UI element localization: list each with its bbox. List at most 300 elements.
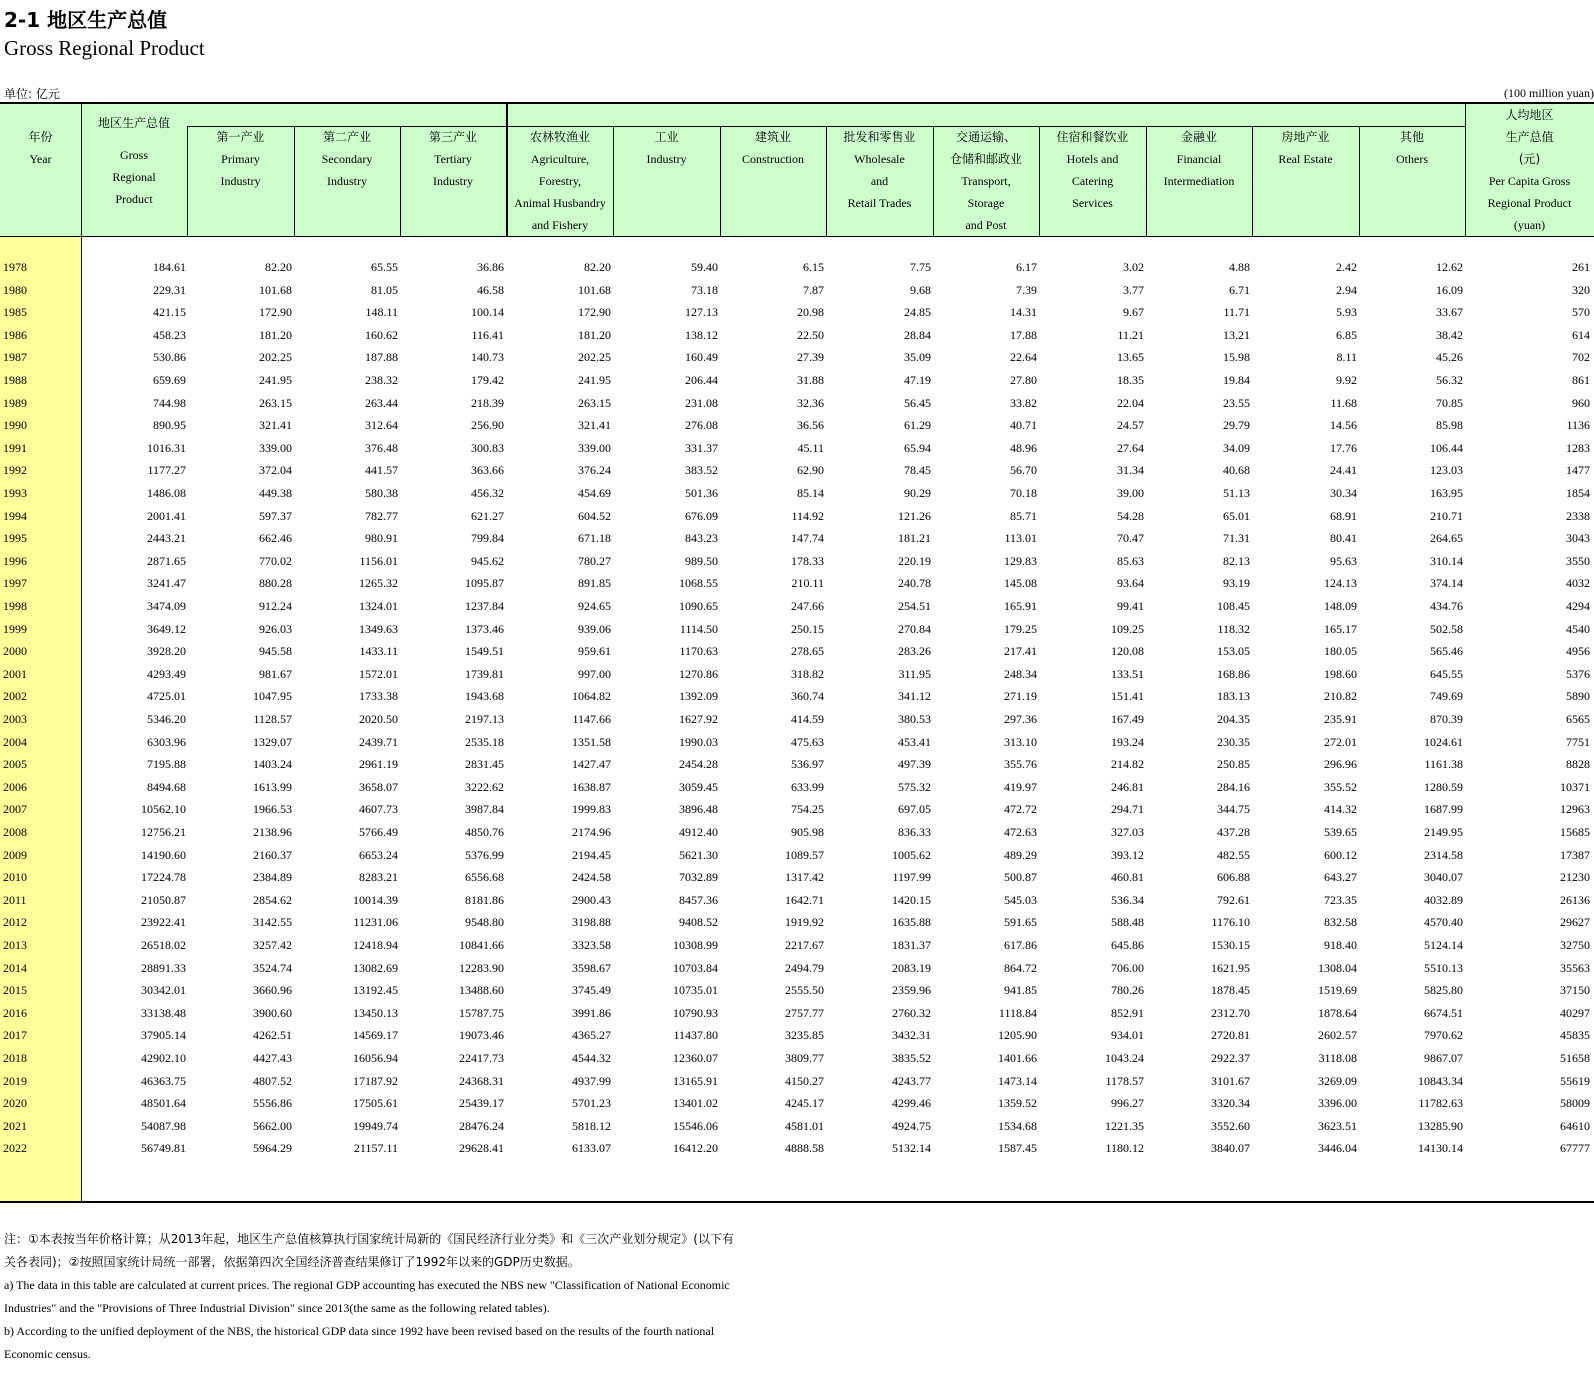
table-cell: 24.57 — [1117, 418, 1144, 432]
table-cell: 3658.07 — [359, 780, 398, 794]
table-cell: 21157.11 — [353, 1141, 398, 1155]
table-cell: 1095.87 — [465, 576, 504, 590]
table-cell: 15546.06 — [673, 1119, 718, 1133]
table-cell: 1324.01 — [359, 599, 398, 613]
table-cell: 2760.32 — [892, 1006, 931, 1020]
table-cell: 36.56 — [797, 418, 824, 432]
table-cell: 65.55 — [371, 260, 398, 274]
table-cell: 1221.35 — [1105, 1119, 1144, 1133]
table-cell: 10014.39 — [353, 893, 398, 907]
table-cell: 85.71 — [1010, 509, 1037, 523]
table-cell: 48.96 — [1010, 441, 1037, 455]
table-cell: 124.13 — [1324, 576, 1357, 590]
table-cell: 1349.63 — [359, 622, 398, 636]
header-finance-cn: 金融业 — [1180, 130, 1217, 144]
table-cell: 8.11 — [1336, 350, 1357, 364]
table-cell: 313.10 — [1004, 735, 1037, 749]
table-cell: 1180.12 — [1105, 1141, 1144, 1155]
table-cell: 2443.21 — [147, 531, 186, 545]
table-cell: 51.13 — [1223, 486, 1250, 500]
table-cell: 4293.49 — [147, 667, 186, 681]
table-cell: 15685 — [1560, 825, 1590, 839]
table-cell: 58009 — [1560, 1096, 1590, 1110]
table-cell: 449.38 — [259, 486, 292, 500]
header-grp — [81, 104, 187, 236]
table-cell: 283.26 — [898, 644, 931, 658]
header-hotels — [1039, 126, 1146, 236]
table-cell: 2083.19 — [892, 961, 931, 975]
header-others — [1359, 126, 1465, 236]
table-cell: 9548.80 — [465, 915, 504, 929]
header-agri-en2: Forestry, — [538, 174, 582, 188]
table-cell: 12756.21 — [141, 825, 186, 839]
table-cell: 14569.17 — [353, 1028, 398, 1042]
table-cell: 23922.41 — [141, 915, 186, 929]
table-cell: 959.61 — [578, 644, 611, 658]
header-percapita-cn2: 生产总值 — [1505, 130, 1554, 144]
table-cell: 380.53 — [898, 712, 931, 726]
table-cell: 5964.29 — [253, 1141, 292, 1155]
row-year: 2021 — [3, 1119, 27, 1133]
unit-label-cn: 单位: 亿元 — [4, 87, 60, 101]
table-cell: 2194.45 — [572, 848, 611, 862]
row-year: 1978 — [3, 260, 27, 274]
table-cell: 36.86 — [477, 260, 504, 274]
table-cell: 6.15 — [803, 260, 824, 274]
table-cell: 13488.60 — [459, 983, 504, 997]
table-cell: 3241.47 — [147, 576, 186, 590]
row-year: 1987 — [3, 350, 27, 364]
table-cell: 890.95 — [153, 418, 186, 432]
table-cell: 702 — [1572, 350, 1590, 364]
table-cell: 321.41 — [578, 418, 611, 432]
table-cell: 256.90 — [471, 418, 504, 432]
table-cell: 4540 — [1566, 622, 1590, 636]
table-cell: 114.92 — [791, 509, 824, 523]
table-cell: 645.86 — [1111, 938, 1144, 952]
table-cell: 614 — [1572, 328, 1590, 342]
table-cell: 489.29 — [1004, 848, 1037, 862]
table-cell: 414.59 — [791, 712, 824, 726]
row-year: 1992 — [3, 463, 27, 477]
table-cell: 70.85 — [1436, 396, 1463, 410]
header-hotels-cn: 住宿和餐饮业 — [1056, 130, 1129, 144]
table-cell: 2494.79 — [785, 961, 824, 975]
table-cell: 47.19 — [904, 373, 931, 387]
row-year: 1991 — [3, 441, 27, 455]
table-cell: 71.31 — [1223, 531, 1250, 545]
table-cell: 3900.60 — [253, 1006, 292, 1020]
grp-divider — [187, 126, 188, 236]
header-agri-en1: Agriculture, — [530, 152, 590, 166]
header-realestate-cn: 房地产业 — [1281, 130, 1330, 144]
table-cell: 1016.31 — [147, 441, 186, 455]
table-cell: 5346.20 — [147, 712, 186, 726]
table-cell: 10371 — [1560, 780, 1590, 794]
header-tertiary-cn: 第三产业 — [428, 130, 477, 144]
notes — [4, 1228, 824, 1366]
table-cell: 26136 — [1560, 893, 1590, 907]
table-cell: 926.03 — [259, 622, 292, 636]
header-percapita-en1: Per Capita Gross — [1488, 174, 1571, 188]
table-cell: 941.85 — [1004, 983, 1037, 997]
table-cell: 13192.45 — [353, 983, 398, 997]
header-percapita — [1465, 104, 1594, 236]
table-cell: 9.68 — [910, 283, 931, 297]
header-percapita-cn1: 人均地区 — [1505, 108, 1554, 122]
year-divider — [81, 104, 82, 1201]
table-cell: 23.55 — [1223, 396, 1250, 410]
table-cell: 502.58 — [1430, 622, 1463, 636]
table-cell: 5766.49 — [359, 825, 398, 839]
table-cell: 1147.66 — [572, 712, 611, 726]
row-year: 2003 — [3, 712, 27, 726]
table-cell: 15787.75 — [459, 1006, 504, 1020]
table-cell: 248.34 — [1004, 667, 1037, 681]
table-cell: 2.94 — [1336, 283, 1357, 297]
table-cell: 5662.00 — [253, 1119, 292, 1133]
table-cell: 3991.86 — [572, 1006, 611, 1020]
table-cell: 2439.71 — [359, 735, 398, 749]
table-cell: 10703.84 — [673, 961, 718, 975]
table-cell: 4294 — [1566, 599, 1590, 613]
table-cell: 210.11 — [791, 576, 824, 590]
table-cell: 35.09 — [904, 350, 931, 364]
row-year: 1989 — [3, 396, 27, 410]
table-cell: 4243.77 — [892, 1074, 931, 1088]
table-cell: 12.62 — [1436, 260, 1463, 274]
table-cell: 70.47 — [1117, 531, 1144, 545]
table-cell: 17387 — [1560, 848, 1590, 862]
table-cell: 621.27 — [471, 509, 504, 523]
table-cell: 123.03 — [1430, 463, 1463, 477]
table-cell: 8494.68 — [147, 780, 186, 794]
header-tertiary — [400, 126, 506, 236]
header-secondary-en1: Secondary — [321, 152, 373, 166]
table-cell: 6.71 — [1229, 283, 1250, 297]
table-cell: 163.95 — [1430, 486, 1463, 500]
table-cell: 1170.63 — [679, 644, 718, 658]
table-cell: 6653.24 — [359, 848, 398, 862]
row-year: 1996 — [3, 554, 27, 568]
table-cell: 12418.94 — [353, 938, 398, 952]
table-cell: 8828 — [1566, 757, 1590, 771]
table-cell: 580.38 — [365, 486, 398, 500]
table-cell: 147.74 — [791, 531, 824, 545]
table-cell: 6.85 — [1336, 328, 1357, 342]
table-cell: 997.00 — [578, 667, 611, 681]
table-cell: 48501.64 — [141, 1096, 186, 1110]
table-cell: 28476.24 — [459, 1119, 504, 1133]
table-cell: 1359.52 — [998, 1096, 1037, 1110]
table-cell: 27.80 — [1010, 373, 1037, 387]
table-cell: 62.90 — [797, 463, 824, 477]
section-divider — [506, 104, 508, 236]
table-cell: 65.01 — [1223, 509, 1250, 523]
table-cell: 600.12 — [1324, 848, 1357, 862]
table-cell: 1118.84 — [998, 1006, 1037, 1020]
note-cn-line1: 注：①本表按当年价格计算；从2013年起，地区生产总值核算执行国家统计局新的《国民经济行业分类》和《三次产业划分规定》(以下有 — [4, 1232, 734, 1246]
header-hotels-en3: Services — [1072, 196, 1113, 210]
table-cell: 6133.07 — [572, 1141, 611, 1155]
row-year: 1998 — [3, 599, 27, 613]
table-cell: 2217.67 — [785, 938, 824, 952]
table-cell: 85.14 — [797, 486, 824, 500]
table-cell: 172.90 — [259, 305, 292, 319]
table-top-rule — [0, 102, 1594, 104]
row-year: 2012 — [3, 915, 27, 929]
header-transport-en1: Transport, — [961, 174, 1011, 188]
table-cell: 5825.80 — [1424, 983, 1463, 997]
table-cell: 3320.34 — [1211, 1096, 1250, 1110]
table-cell: 1642.71 — [785, 893, 824, 907]
table-cell: 905.98 — [791, 825, 824, 839]
table-cell: 1176.10 — [1211, 915, 1250, 929]
table-cell: 4912.40 — [679, 825, 718, 839]
table-cell: 2312.70 — [1211, 1006, 1250, 1020]
table-cell: 792.61 — [1217, 893, 1250, 907]
table-cell: 472.63 — [1004, 825, 1037, 839]
table-cell: 861 — [1572, 373, 1590, 387]
table-cell: 220.19 — [898, 554, 931, 568]
table-cell: 2314.58 — [1424, 848, 1463, 862]
table-cell: 383.52 — [685, 463, 718, 477]
table-cell: 482.55 — [1217, 848, 1250, 862]
table-cell: 1265.32 — [359, 576, 398, 590]
row-year: 2020 — [3, 1096, 27, 1110]
table-cell: 95.63 — [1330, 554, 1357, 568]
header-primary-cn: 第一产业 — [216, 130, 265, 144]
table-cell: 13401.02 — [673, 1096, 718, 1110]
table-cell: 28.84 — [904, 328, 931, 342]
table-cell: 4544.32 — [572, 1051, 611, 1065]
header-construction — [720, 126, 826, 236]
table-cell: 1572.01 — [359, 667, 398, 681]
table-cell: 310.14 — [1430, 554, 1463, 568]
table-cell: 129.83 — [1004, 554, 1037, 568]
table-cell: 2831.45 — [465, 757, 504, 771]
table-cell: 3840.07 — [1211, 1141, 1250, 1155]
row-year: 2001 — [3, 667, 27, 681]
table-cell: 7.75 — [910, 260, 931, 274]
table-cell: 34.09 — [1223, 441, 1250, 455]
header-others-cn: 其他 — [1399, 130, 1424, 144]
table-cell: 3835.52 — [892, 1051, 931, 1065]
table-cell: 93.64 — [1117, 576, 1144, 590]
header-others-en1: Others — [1396, 152, 1428, 166]
note-cn-line2: 关各表同)；②按照国家统计局统一部署，依据第四次全国经济普查结果修订了1992年以来的GDP历史数据。 — [4, 1255, 580, 1269]
table-cell: 180.05 — [1324, 644, 1357, 658]
table-cell: 33.67 — [1436, 305, 1463, 319]
header-green-band — [187, 104, 1594, 126]
table-cell: 8181.86 — [465, 893, 504, 907]
table-cell: 32.36 — [797, 396, 824, 410]
table-cell: 264.65 — [1430, 531, 1463, 545]
table-cell: 780.26 — [1111, 983, 1144, 997]
table-cell: 1433.11 — [359, 644, 398, 658]
table-cell: 565.46 — [1430, 644, 1463, 658]
table-cell: 5621.30 — [679, 848, 718, 862]
table-cell: 1392.09 — [679, 689, 718, 703]
table-cell: 2197.13 — [465, 712, 504, 726]
table-cell: 278.65 — [791, 644, 824, 658]
header-agri — [507, 126, 613, 236]
table-cell: 45.11 — [797, 441, 824, 455]
table-cell: 1486.08 — [147, 486, 186, 500]
table-cell: 19949.74 — [353, 1119, 398, 1133]
table-cell: 22.04 — [1117, 396, 1144, 410]
page-title-cn: 2-1 地区生产总值 — [4, 8, 168, 32]
table-cell: 198.60 — [1324, 667, 1357, 681]
table-cell: 11437.80 — [673, 1028, 718, 1042]
table-cell: 355.76 — [1004, 757, 1037, 771]
table-cell: 1270.86 — [679, 667, 718, 681]
table-cell: 210.71 — [1430, 509, 1463, 523]
table-cell: 17.88 — [1010, 328, 1037, 342]
header-secondary — [294, 126, 400, 236]
table-cell: 4807.52 — [253, 1074, 292, 1088]
table-cell: 3101.67 — [1211, 1074, 1250, 1088]
table-cell: 127.13 — [685, 305, 718, 319]
table-cell: 8283.21 — [359, 870, 398, 884]
header-tertiary-en2: Industry — [433, 174, 473, 188]
table-cell: 3059.45 — [679, 780, 718, 794]
table-cell: 945.58 — [259, 644, 292, 658]
table-cell: 376.24 — [578, 463, 611, 477]
table-cell: 17.76 — [1330, 441, 1357, 455]
table-cell: 6.17 — [1016, 260, 1037, 274]
table-cell: 217.41 — [1004, 644, 1037, 658]
table-cell: 4032 — [1566, 576, 1590, 590]
row-year: 1993 — [3, 486, 27, 500]
col-divider — [1146, 126, 1147, 236]
table-cell: 1329.07 — [253, 735, 292, 749]
table-cell: 536.34 — [1111, 893, 1144, 907]
header-hotels-en1: Hotels and — [1066, 152, 1119, 166]
table-cell: 29627 — [1560, 915, 1590, 929]
table-cell: 22.50 — [797, 328, 824, 342]
table-cell: 1161.38 — [1424, 757, 1463, 771]
row-year: 2008 — [3, 825, 27, 839]
table-cell: 2020.50 — [359, 712, 398, 726]
table-cell: 10562.10 — [141, 802, 186, 816]
table-cell: 1114.50 — [679, 622, 718, 636]
table-cell: 261 — [1572, 260, 1590, 274]
table-cell: 9867.07 — [1424, 1051, 1463, 1065]
table-cell: 218.39 — [471, 396, 504, 410]
table-cell: 1613.99 — [253, 780, 292, 794]
table-cell: 11.71 — [1223, 305, 1250, 319]
table-cell: 11.68 — [1330, 396, 1357, 410]
row-year: 2014 — [3, 961, 27, 975]
table-cell: 31.34 — [1117, 463, 1144, 477]
table-cell: 3550 — [1566, 554, 1590, 568]
table-cell: 93.19 — [1223, 576, 1250, 590]
table-cell: 33.82 — [1010, 396, 1037, 410]
table-cell: 42902.10 — [141, 1051, 186, 1065]
table-cell: 5124.14 — [1424, 938, 1463, 952]
header-bottom-rule — [0, 236, 1594, 237]
header-grp-cn: 地区生产总值 — [97, 116, 170, 130]
table-cell: 13.65 — [1117, 350, 1144, 364]
header-year-en: Year — [29, 152, 52, 166]
table-cell: 1024.61 — [1424, 735, 1463, 749]
table-cell: 14.31 — [1010, 305, 1037, 319]
table-cell: 3235.85 — [785, 1028, 824, 1042]
table-cell: 10308.99 — [673, 938, 718, 952]
table-cell: 588.48 — [1111, 915, 1144, 929]
table-cell: 1128.57 — [253, 712, 292, 726]
table-cell: 138.12 — [685, 328, 718, 342]
table-cell: 184.61 — [153, 260, 186, 274]
table-cell: 160.49 — [685, 350, 718, 364]
table-cell: 2138.96 — [253, 825, 292, 839]
table-cell: 181.21 — [898, 531, 931, 545]
table-cell: 16056.94 — [353, 1051, 398, 1065]
table-cell: 4725.01 — [147, 689, 186, 703]
table-cell: 64610 — [1560, 1119, 1590, 1133]
table-cell: 1280.59 — [1424, 780, 1463, 794]
table-cell: 1403.24 — [253, 757, 292, 771]
header-finance — [1146, 126, 1252, 236]
table-cell: 26518.02 — [141, 938, 186, 952]
row-year: 1988 — [3, 373, 27, 387]
row-year: 2019 — [3, 1074, 27, 1088]
table-cell: 2384.89 — [253, 870, 292, 884]
table-cell: 1733.38 — [359, 689, 398, 703]
table-cell: 56749.81 — [141, 1141, 186, 1155]
table-cell: 312.64 — [365, 418, 398, 432]
table-cell: 181.20 — [259, 328, 292, 342]
table-cell: 31.88 — [797, 373, 824, 387]
table-cell: 1831.37 — [892, 938, 931, 952]
table-cell: 59.40 — [691, 260, 718, 274]
table-cell: 109.25 — [1111, 622, 1144, 636]
table-cell: 284.16 — [1217, 780, 1250, 794]
table-cell: 7195.88 — [147, 757, 186, 771]
table-cell: 1205.90 — [998, 1028, 1037, 1042]
table-cell: 27.64 — [1117, 441, 1144, 455]
header-wholesale-en1: Wholesale — [854, 152, 905, 166]
table-cell: 24368.31 — [459, 1074, 504, 1088]
table-cell: 754.25 — [791, 802, 824, 816]
table-cell: 21230 — [1560, 870, 1590, 884]
table-bottom-rule — [0, 1201, 1594, 1203]
table-cell: 11231.06 — [353, 915, 398, 929]
row-year: 1997 — [3, 576, 27, 590]
table-cell: 2424.58 — [572, 870, 611, 884]
table-cell: 116.41 — [471, 328, 504, 342]
table-cell: 4924.75 — [892, 1119, 931, 1133]
row-year: 2011 — [3, 893, 27, 907]
table-cell: 204.35 — [1217, 712, 1250, 726]
table-cell: 296.96 — [1324, 757, 1357, 771]
table-cell: 355.52 — [1324, 780, 1357, 794]
table-cell: 331.37 — [685, 441, 718, 455]
table-cell: 21050.87 — [141, 893, 186, 907]
header-tertiary-en1: Tertiary — [434, 152, 472, 166]
col-divider — [294, 126, 295, 236]
table-cell: 4150.27 — [785, 1074, 824, 1088]
unit-label-en: (100 million yuan) — [1504, 86, 1594, 100]
table-cell: 151.41 — [1111, 689, 1144, 703]
header-realestate — [1252, 126, 1359, 236]
table-cell: 39.00 — [1117, 486, 1144, 500]
table-cell: 5818.12 — [572, 1119, 611, 1133]
row-year: 2002 — [3, 689, 27, 703]
table-cell: 1549.51 — [465, 644, 504, 658]
table-cell: 870.39 — [1430, 712, 1463, 726]
